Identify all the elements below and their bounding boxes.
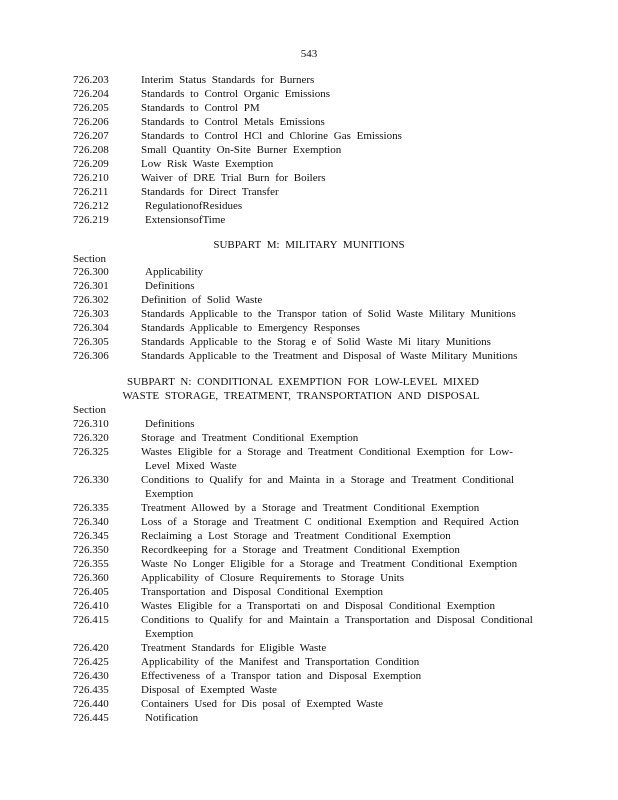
section-title: Standards Applicable to the Storag e of Solid Waste Mi litary Munitions xyxy=(141,336,491,348)
section-title-continuation: Level Mixed Waste xyxy=(145,460,237,472)
section-title: Definitions xyxy=(145,280,195,292)
section-number: 726.207 xyxy=(73,130,109,142)
section-number: 726.405 xyxy=(73,586,109,598)
section-number: 726.211 xyxy=(73,186,109,198)
section-number: 726.435 xyxy=(73,684,109,696)
toc-row xyxy=(73,265,553,279)
toc-row xyxy=(73,73,553,87)
section-title: ExtensionsofTime xyxy=(145,214,226,226)
section-title: Reclaiming a Lost Storage and Treatment Conditional Exemption xyxy=(141,530,451,542)
subpart-m-heading: SUBPART M: MILITARY MUNITIONS xyxy=(213,239,405,251)
section-title xyxy=(141,613,543,641)
section-title xyxy=(141,473,543,501)
section-number: 726.303 xyxy=(73,308,109,320)
toc-row xyxy=(73,473,543,501)
section-title-continuation: Exemption xyxy=(145,488,194,500)
toc-row xyxy=(73,279,553,293)
section-number: 726.304 xyxy=(73,322,109,334)
section-number: 726.210 xyxy=(73,172,109,184)
toc-row xyxy=(73,501,543,515)
toc-row xyxy=(73,641,543,655)
toc-row xyxy=(73,445,543,473)
section-number: 726.335 xyxy=(73,502,109,514)
toc-row xyxy=(73,115,553,129)
section-title xyxy=(141,445,543,473)
subpart-n-heading-line2: WASTE STORAGE, TREATMENT, TRANSPORTATION AND DISPOSAL xyxy=(122,390,480,402)
section-title: Effectiveness of a Transpor tation and Disposal Exemption xyxy=(141,670,422,682)
page-number: 543 xyxy=(300,48,318,60)
section-title: Standards to Control Metals Emissions xyxy=(141,116,325,128)
section-number: 726.204 xyxy=(73,88,109,100)
section-title: Standards to Control PM xyxy=(141,102,260,114)
toc-row xyxy=(73,613,543,641)
section-number: 726.350 xyxy=(73,544,109,556)
subpart-n-heading-line1: SUBPART N: CONDITIONAL EXEMPTION FOR LOW-LEVEL MIXED xyxy=(126,376,480,388)
section-title-line: Wastes Eligible for a Storage and Treatment Conditional Exemption for Low- xyxy=(141,446,513,458)
section-title: Applicability xyxy=(145,266,204,278)
section-number: 726.206 xyxy=(73,116,109,128)
section-number: 726.330 xyxy=(73,474,109,486)
section-title: Recordkeeping for a Storage and Treatment Conditional Exemption xyxy=(141,544,460,556)
section-number: 726.300 xyxy=(73,266,109,278)
toc-row xyxy=(73,431,543,445)
section-number: 726.345 xyxy=(73,530,109,542)
section-title: Definition of Solid Waste xyxy=(141,294,263,306)
section-title: Treatment Standards for Eligible Waste xyxy=(141,642,327,654)
section-number: 726.410 xyxy=(73,600,109,612)
section-number: 726.302 xyxy=(73,294,109,306)
section-number: 726.212 xyxy=(73,200,109,212)
section-title: Containers Used for Dis posal of Exempted Waste xyxy=(141,698,384,710)
section-label: Section xyxy=(73,253,106,265)
toc-row xyxy=(73,669,543,683)
toc-row xyxy=(73,697,543,711)
toc-group-subpart-m xyxy=(73,265,553,363)
section-number: 726.440 xyxy=(73,698,109,710)
toc-row xyxy=(73,199,553,213)
toc-row xyxy=(73,711,543,725)
section-number: 726.425 xyxy=(73,656,109,668)
section-title: Waste No Longer Eligible for a Storage and Treatment Conditional Exemption xyxy=(141,558,518,570)
toc-row xyxy=(73,171,553,185)
section-title-line: Conditions to Qualify for and Maintain a Transportation and Disposal Conditional xyxy=(141,614,533,626)
section-title: Notification xyxy=(145,712,199,724)
section-title-line: Conditions to Qualify for and Mainta in a Storage and Treatment Conditional xyxy=(141,474,515,486)
section-title: Standards Applicable to Emergency Responses xyxy=(141,322,360,334)
section-number: 726.205 xyxy=(73,102,109,114)
toc-row xyxy=(73,185,553,199)
section-number: 726.420 xyxy=(73,642,109,654)
toc-row xyxy=(73,101,553,115)
toc-group-subpart-n xyxy=(73,417,543,725)
section-title: Low Risk Waste Exemption xyxy=(141,158,274,170)
toc-row xyxy=(73,87,553,101)
toc-row xyxy=(73,515,543,529)
toc-row xyxy=(73,129,553,143)
toc-row xyxy=(73,293,553,307)
toc-row xyxy=(73,599,543,613)
toc-row xyxy=(73,543,543,557)
toc-row xyxy=(73,307,553,321)
section-title: Standards to Control HCl and Chlorine Gas Emissions xyxy=(141,130,402,142)
section-number: 726.360 xyxy=(73,572,109,584)
toc-group-burners xyxy=(73,73,553,227)
section-number: 726.305 xyxy=(73,336,109,348)
section-title: Disposal of Exempted Waste xyxy=(141,684,277,696)
section-number: 726.430 xyxy=(73,670,109,682)
toc-row xyxy=(73,157,553,171)
section-title: Storage and Treatment Conditional Exemption xyxy=(141,432,359,444)
section-title: RegulationofResidues xyxy=(145,200,243,212)
toc-row xyxy=(73,143,553,157)
section-number: 726.325 xyxy=(73,446,109,458)
toc-row xyxy=(73,529,543,543)
section-number: 726.208 xyxy=(73,144,109,156)
section-title: Interim Status Standards for Burners xyxy=(141,74,315,86)
section-number: 726.203 xyxy=(73,74,109,86)
section-number: 726.209 xyxy=(73,158,109,170)
section-number: 726.340 xyxy=(73,516,109,528)
toc-row xyxy=(73,321,553,335)
section-number: 726.306 xyxy=(73,350,109,362)
section-number: 726.301 xyxy=(73,280,109,292)
toc-row xyxy=(73,571,543,585)
toc-row xyxy=(73,213,553,227)
section-title: Transportation and Disposal Conditional Exemption xyxy=(141,586,383,598)
section-title-continuation: Exemption xyxy=(145,628,194,640)
section-title: Wastes Eligible for a Transportati on and Disposal Conditional Exemption xyxy=(141,600,495,612)
section-label: Section xyxy=(73,404,106,416)
section-number: 726.355 xyxy=(73,558,109,570)
toc-row xyxy=(73,557,543,571)
section-number: 726.219 xyxy=(73,214,109,226)
section-number: 726.415 xyxy=(73,614,109,626)
section-title: Standards Applicable to the Treatment and Disposal of Waste Military Munitions xyxy=(141,350,518,362)
section-title: Small Quantity On-Site Burner Exemption xyxy=(141,144,342,156)
section-title: Standards for Direct Transfer xyxy=(141,186,279,198)
section-title: Definitions xyxy=(145,418,195,430)
section-number: 726.310 xyxy=(73,418,109,430)
toc-row xyxy=(73,585,543,599)
section-number: 726.320 xyxy=(73,432,109,444)
toc-row xyxy=(73,683,543,697)
toc-row xyxy=(73,335,553,349)
section-title: Treatment Allowed by a Storage and Treatment Conditional Exemption xyxy=(141,502,480,514)
section-title: Waiver of DRE Trial Burn for Boilers xyxy=(141,172,326,184)
section-number: 726.445 xyxy=(73,712,109,724)
section-title: Standards to Control Organic Emissions xyxy=(141,88,331,100)
toc-row xyxy=(73,417,543,431)
section-title: Standards Applicable to the Transpor tation of Solid Waste Military Munitions xyxy=(141,308,516,320)
toc-row xyxy=(73,655,543,669)
section-title: Applicability of Closure Requirements to Storage Units xyxy=(141,572,405,584)
section-title: Applicability of the Manifest and Transportation Condition xyxy=(141,656,420,668)
toc-row xyxy=(73,349,553,363)
section-title: Loss of a Storage and Treatment C onditional Exemption and Required Action xyxy=(141,516,519,528)
